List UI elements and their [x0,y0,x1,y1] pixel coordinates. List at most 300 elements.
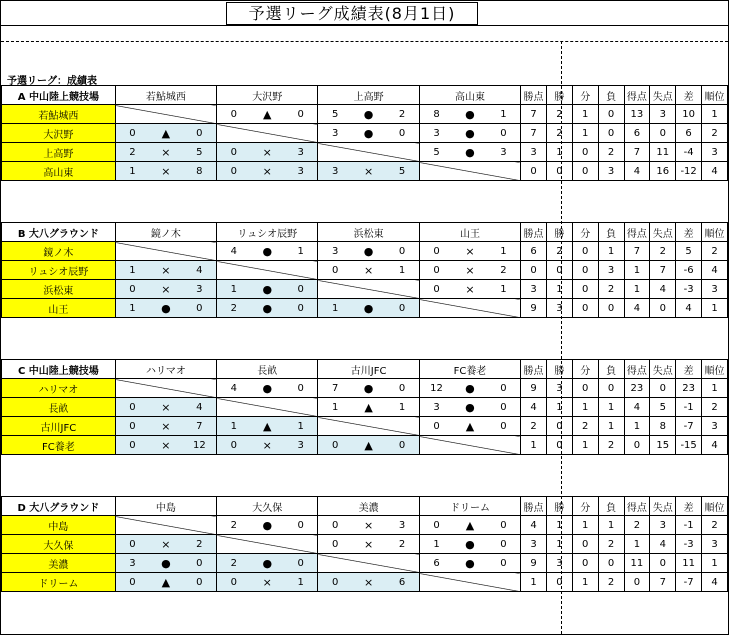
stat-value-text: 2 [607,283,615,295]
stat-value-text: 11 [630,557,644,569]
stat-header [702,223,728,242]
stat-header-label: 失点 [652,365,673,377]
group-header-row [2,223,728,242]
match-score [318,401,418,414]
match-result [115,261,216,280]
stat-header-label: 差 [683,365,694,377]
stat-value [676,105,702,124]
opponent-header [115,360,216,379]
team-row [2,535,728,554]
opponent-name: 上高野 [353,91,384,103]
stat-value-text: 8 [659,420,666,432]
match-score [116,302,216,315]
stat-value-text: 7 [530,108,537,120]
result-symbol: ● [262,282,273,296]
match-result [115,436,216,455]
stat-value [572,242,598,261]
stat-header [624,497,650,516]
result-symbol: × [262,575,272,589]
stat-value-text: 1 [711,557,718,569]
team-name-label: FC養老 [42,441,75,453]
goals-for: 1 [331,401,339,413]
goals-against: 3 [297,439,304,451]
stat-header [676,497,702,516]
stat-value [521,398,547,417]
stat-value [546,573,572,592]
match-result [318,105,419,124]
team-name [2,535,116,554]
goals-against: 0 [500,420,507,432]
stat-header [572,223,598,242]
team-name-label: 古川JFC [40,422,77,434]
stat-header [572,360,598,379]
goals-against: 0 [398,302,406,314]
stat-header [546,223,572,242]
stat-value-text: 0 [633,439,641,451]
stat-value [702,573,728,592]
opponent-header [115,223,216,242]
stat-value [702,124,728,143]
goals-against: 8 [196,165,203,177]
stat-value [598,242,624,261]
stat-value-text: 4 [530,401,537,413]
stat-value [702,105,728,124]
match-score [217,283,317,296]
stat-value-text: 3 [530,146,537,158]
stat-value-text: 1 [582,127,589,139]
stat-value [598,516,624,535]
goals-against: 5 [398,165,406,177]
stat-header-label: 勝 [554,502,565,514]
match-score [318,264,418,277]
stat-value-text: 2 [607,146,615,158]
match-score [116,439,216,452]
stat-value-text: 3 [556,557,563,569]
match-score [217,420,317,433]
goals-against: 0 [398,439,406,451]
result-symbol: ▲ [161,126,171,140]
stat-value [650,162,676,181]
goals-for: 0 [129,401,136,413]
result-symbol: ● [363,301,374,315]
goals-for: 1 [129,302,136,314]
match-score [116,127,216,140]
stat-value [572,516,598,535]
stat-value [624,573,650,592]
result-symbol: ● [363,107,374,121]
stat-value [676,535,702,554]
opponent-header [217,86,318,105]
self-match-cell [217,398,318,417]
match-result [318,261,419,280]
goals-against: 6 [398,576,406,588]
result-symbol: × [161,282,171,296]
stat-value [650,554,676,573]
stat-value-text: 4 [711,576,718,588]
goals-against: 0 [500,557,507,569]
stat-value [572,105,598,124]
goals-against: 1 [297,420,304,432]
stat-header-label: 勝点 [523,91,544,103]
stat-value [572,299,598,318]
stat-value-text: 3 [711,146,718,158]
stat-value-text: 0 [659,382,666,394]
opponent-header [115,497,216,516]
result-symbol: × [161,537,171,551]
group-table [1,222,728,318]
opponent-header [419,360,520,379]
stat-value [521,516,547,535]
stat-value-text: 2 [607,538,615,550]
stat-value-text: 1 [582,576,589,588]
team-row [2,261,728,280]
stat-value [702,143,728,162]
opponent-name: 高山東 [454,91,485,103]
stat-value-text: -7 [683,420,694,432]
stat-value-text: 1 [607,420,615,432]
opponent-header [217,360,318,379]
stat-value [521,417,547,436]
stat-value-text: 3 [711,283,718,295]
goals-for: 6 [433,557,440,569]
match-result [115,554,216,573]
goals-for: 1 [331,302,339,314]
goals-against: 2 [398,108,406,120]
stat-value-text: 0 [659,302,666,314]
match-score [420,283,520,296]
stat-value [650,105,676,124]
goals-against: 3 [196,283,203,295]
stat-header-label: 分 [580,228,591,240]
stat-value [572,124,598,143]
stat-value-text: 1 [556,146,563,158]
stat-value [598,417,624,436]
goals-against: 1 [398,264,406,276]
match-score [420,420,520,433]
goals-against: 1 [297,245,304,257]
stat-header [598,497,624,516]
stat-header-label: 失点 [652,228,673,240]
stat-value [676,299,702,318]
self-match-cell [115,105,216,124]
stat-value [521,299,547,318]
stat-header-label: 勝 [554,228,565,240]
stat-header-label: 負 [606,365,617,377]
stat-value-text: 6 [530,245,537,257]
match-score [116,146,216,159]
match-result [318,436,419,455]
stat-header [624,86,650,105]
stat-value [676,280,702,299]
stat-value-text: 1 [607,519,615,531]
match-score [420,146,520,159]
sheet-subtitle: 予選リーグ：成績表 [7,76,97,87]
goals-against: 1 [500,108,507,120]
stat-value-text: 0 [607,108,615,120]
stat-value [598,398,624,417]
stat-value-text: -15 [680,439,697,451]
stat-value-text: 1 [556,538,563,550]
team-name-label: 上高野 [43,148,74,160]
stat-value [572,436,598,455]
stat-value [650,261,676,280]
goals-for: 0 [230,108,237,120]
stat-header-label: 分 [580,502,591,514]
match-result [115,417,216,436]
match-score [420,127,520,140]
group-header [2,223,116,242]
match-result [419,261,520,280]
stat-value [572,573,598,592]
stat-header-label: 順位 [704,91,725,103]
match-score [318,538,418,551]
result-symbol: × [262,438,272,452]
stat-value-text: 1 [633,264,641,276]
stat-value-text: 0 [633,576,641,588]
group-label: D [17,502,26,514]
goals-for: 3 [331,165,339,177]
stat-value [676,417,702,436]
stat-value-text: 0 [530,264,537,276]
stat-value-text: 1 [607,401,615,413]
stat-value-text: -1 [683,519,694,531]
stat-value-text: 2 [607,439,615,451]
team-name-label: 浜松東 [43,285,74,297]
team-name-label: リュシオ辰野 [28,266,89,278]
stat-value-text: 6 [633,127,641,139]
team-name [2,242,116,261]
opponent-header [419,223,520,242]
result-symbol: ● [363,244,374,258]
stat-value-text: 2 [711,245,718,257]
self-match-cell [318,143,419,162]
match-score [217,302,317,315]
group-table [1,85,728,181]
stat-value-text: 0 [556,264,563,276]
match-result [318,124,419,143]
goals-against: 0 [398,127,406,139]
goals-against: 0 [196,557,203,569]
team-row [2,417,728,436]
stat-value [676,516,702,535]
stat-header-label: 差 [683,228,694,240]
goals-against: 3 [500,146,507,158]
stat-value [624,261,650,280]
self-match-cell [419,299,520,318]
team-row [2,573,728,592]
stat-value-text: 4 [659,538,666,550]
self-match-cell [217,535,318,554]
stat-value [702,242,728,261]
stat-value [702,516,728,535]
stat-value-text: 0 [556,165,563,177]
match-result [318,573,419,592]
goals-against: 0 [297,108,304,120]
team-name [2,105,116,124]
match-result [318,535,419,554]
stat-value-text: 6 [685,127,692,139]
stat-value [650,379,676,398]
opponent-name: リュシオ辰野 [237,228,298,240]
stat-header [598,223,624,242]
group-header-row [2,86,728,105]
result-symbol: ● [465,556,475,570]
goals-against: 2 [500,264,507,276]
result-symbol: ● [363,381,374,395]
goals-against: 4 [196,401,203,413]
stat-value [676,436,702,455]
team-row [2,398,728,417]
match-score [420,382,520,395]
stat-value-text: 0 [582,165,589,177]
match-result [217,417,318,436]
result-symbol: ● [161,301,171,315]
stat-value-text: 0 [530,165,537,177]
goals-against: 0 [297,283,304,295]
stat-value [624,124,650,143]
stat-value [521,105,547,124]
stat-header-label: 差 [683,91,694,103]
match-result [217,105,318,124]
stat-value [598,143,624,162]
goals-for: 3 [331,245,339,257]
result-symbol: ● [465,107,475,121]
group-header-row [2,360,728,379]
goals-for: 1 [433,538,440,550]
match-result [217,436,318,455]
match-result [217,299,318,318]
stat-value [676,162,702,181]
result-symbol: ▲ [263,107,272,121]
stat-value-text: 0 [582,538,589,550]
goals-against: 3 [398,519,406,531]
goals-against: 0 [297,557,304,569]
stat-value [624,398,650,417]
group-header [2,86,116,105]
result-symbol: ● [262,244,273,258]
goals-for: 12 [430,382,443,394]
match-result [419,280,520,299]
stat-value-text: 3 [530,538,537,550]
team-name [2,573,116,592]
goals-against: 1 [398,401,406,413]
result-symbol: × [363,518,374,532]
stat-value-text: 4 [633,165,641,177]
stat-value [650,436,676,455]
team-row [2,124,728,143]
match-score [318,245,418,258]
stat-value-text: 4 [685,302,692,314]
stat-value-text: 3 [659,519,666,531]
stat-header [521,497,547,516]
match-score [318,519,418,532]
stat-value-text: 0 [582,382,589,394]
stat-value-text: 9 [530,382,537,394]
stat-value-text: 0 [607,557,615,569]
stat-value [650,535,676,554]
stat-value-text: 4 [711,264,718,276]
team-name-label: 若鮎城西 [38,110,79,122]
result-symbol: × [465,282,475,296]
stat-value [650,124,676,143]
match-result [419,535,520,554]
group-header-row [2,497,728,516]
stat-value-text: 23 [682,382,695,394]
match-score [116,165,216,178]
goals-for: 0 [433,519,440,531]
team-row [2,105,728,124]
self-match-cell [217,124,318,143]
stat-value-text: 1 [556,519,563,531]
stat-header [676,86,702,105]
group-venue: 大八グラウンド [28,228,99,240]
goals-for: 0 [433,264,440,276]
opponent-name: 長畝 [257,365,278,377]
opponent-name: 浜松東 [353,228,384,240]
match-result [419,417,520,436]
goals-for: 0 [129,576,136,588]
result-symbol: × [465,263,475,277]
stat-value [572,379,598,398]
stat-value [702,379,728,398]
stat-value-text: 4 [711,439,718,451]
team-name-label: 大沢野 [43,129,74,141]
stat-value-text: -1 [683,401,694,413]
stat-header-label: 得点 [626,228,647,240]
opponent-header [217,497,318,516]
result-symbol: × [161,164,171,178]
stat-value [598,162,624,181]
stat-value [521,535,547,554]
opponent-name: 若鮎城西 [145,91,186,103]
stat-value-text: 1 [711,108,718,120]
goals-against: 4 [196,264,203,276]
goals-against: 1 [500,283,507,295]
stat-header [572,86,598,105]
stat-value-text: 0 [556,439,563,451]
match-score [217,576,317,589]
stat-value [702,436,728,455]
stat-value-text: 7 [633,245,641,257]
stat-value-text: 1 [607,245,615,257]
stat-value [702,554,728,573]
match-score [116,401,216,414]
goals-for: 0 [331,576,339,588]
group-venue: 中山陸上競技場 [28,365,99,377]
team-name [2,379,116,398]
result-symbol: × [161,400,171,414]
stat-value [702,162,728,181]
match-score [116,420,216,433]
self-match-cell [318,417,419,436]
stat-header-label: 負 [606,91,617,103]
team-name [2,280,116,299]
goals-for: 3 [433,401,440,413]
stat-value [572,398,598,417]
match-result [318,299,419,318]
stat-value [521,573,547,592]
match-result [419,516,520,535]
stat-value [546,162,572,181]
opponent-name: 中島 [155,502,176,514]
stat-value [521,280,547,299]
stat-value [546,417,572,436]
match-result [115,280,216,299]
stat-value-text: 4 [633,401,641,413]
stat-value [702,280,728,299]
stat-value [624,162,650,181]
stat-header-label: 得点 [626,365,647,377]
